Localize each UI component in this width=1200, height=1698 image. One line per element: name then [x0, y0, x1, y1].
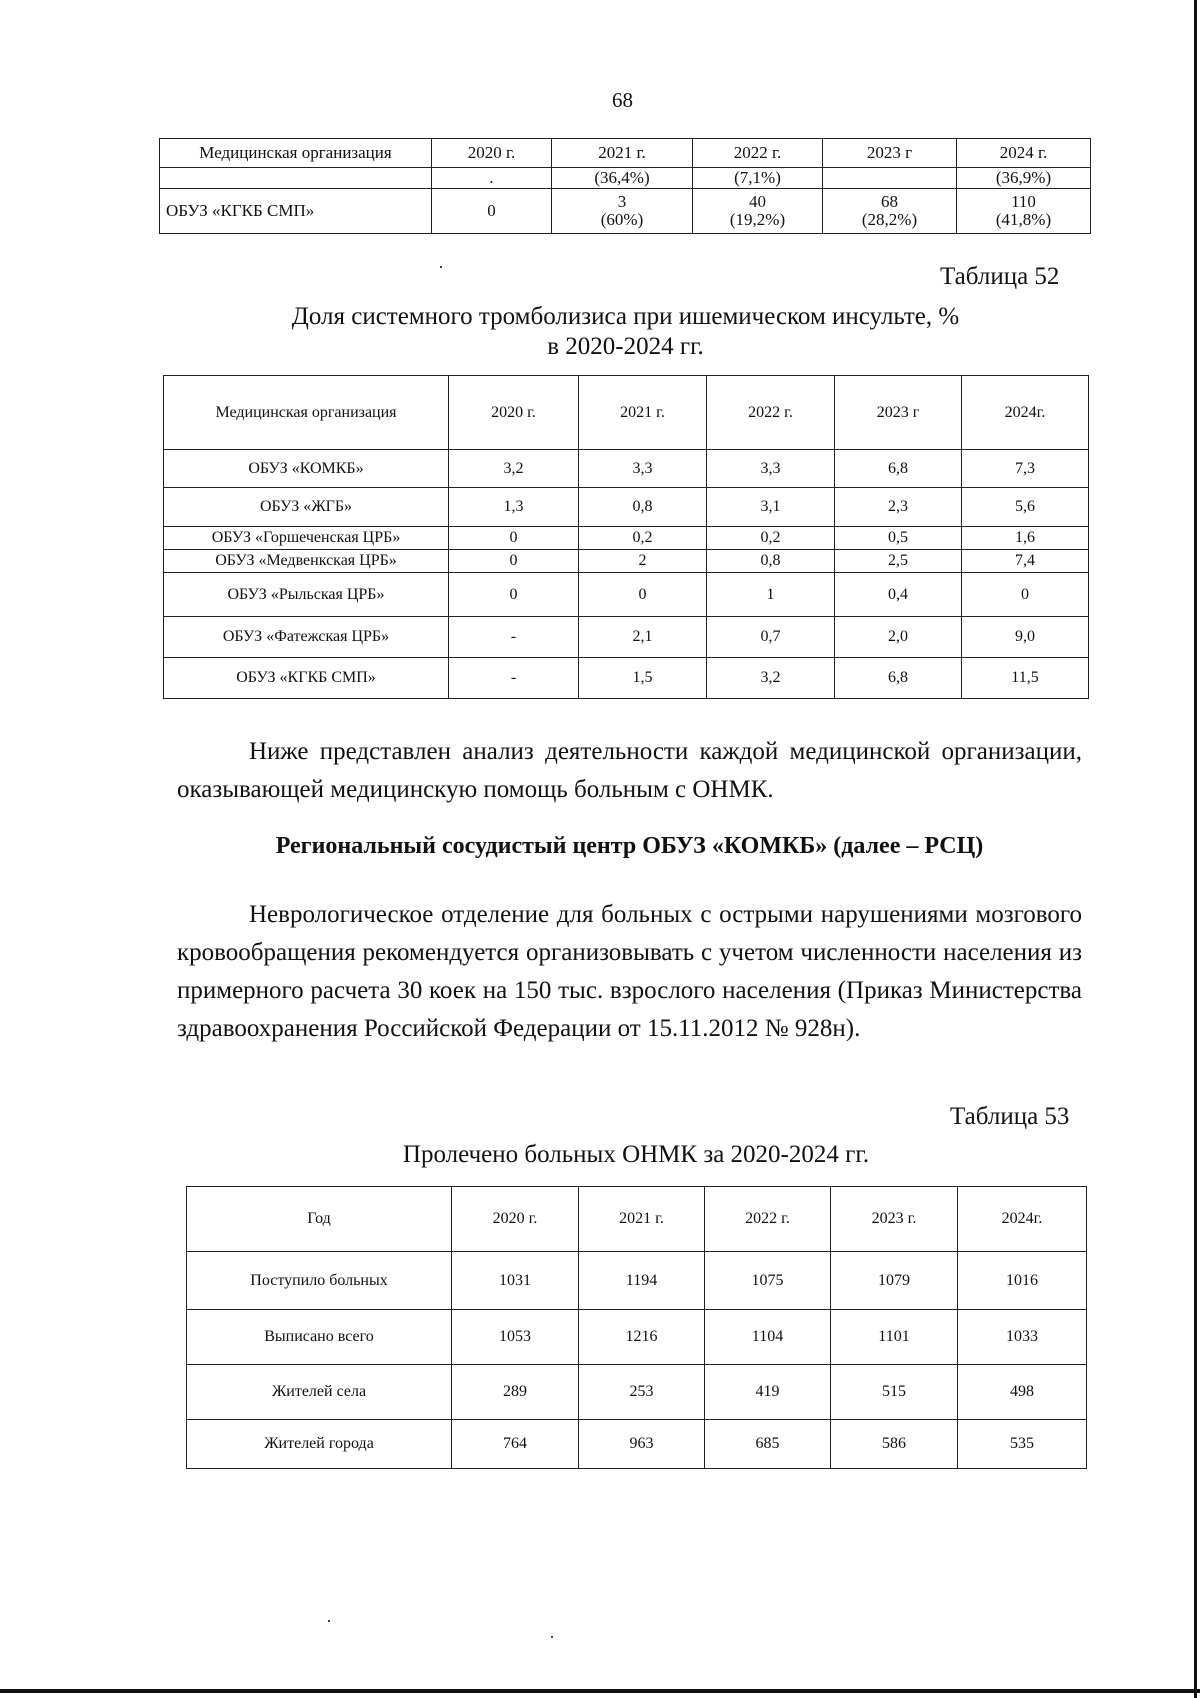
table-cell: - [449, 658, 579, 699]
percent: (60%) [600, 210, 644, 229]
table-52-label: Таблица 52 [940, 263, 1060, 290]
table-cell: 1101 [831, 1310, 958, 1365]
value: 3 [617, 192, 627, 211]
table-row [164, 450, 1089, 488]
table-cell: 6,8 [835, 658, 962, 699]
table-cell: - [449, 617, 579, 658]
table-cell: 498 [958, 1365, 1087, 1420]
table-52 [163, 375, 1089, 699]
table-cell: 289 [452, 1365, 579, 1420]
table-cell: 7,3 [962, 450, 1089, 488]
table-cell: 1075 [705, 1252, 831, 1310]
table-continuation [159, 138, 1091, 234]
scan-edge-bottom [0, 1689, 1200, 1693]
table-cell: 0,5 [835, 527, 962, 550]
table-cell: 764 [452, 1420, 579, 1469]
table-cell [693, 189, 823, 234]
table-cell: 2,0 [835, 617, 962, 658]
table-cell [823, 168, 957, 189]
header-cell: 2023 г [835, 376, 962, 450]
table-row [160, 168, 1091, 189]
table-row [164, 488, 1089, 527]
table-cell: (36,9%) [957, 168, 1091, 189]
table-header-row [164, 376, 1089, 450]
value: 40 [749, 192, 766, 211]
table-cell: 0 [449, 550, 579, 573]
table-53-label: Таблица 53 [950, 1103, 1070, 1130]
table-cell: 419 [705, 1365, 831, 1420]
table-cell: 0,7 [707, 617, 835, 658]
table-row [187, 1420, 1087, 1469]
table-cell: 1,5 [579, 658, 707, 699]
title-line: в 2020-2024 гг. [547, 333, 704, 360]
row-label: Выписано всего [187, 1310, 452, 1365]
header-cell: Год [187, 1187, 452, 1252]
table-cell: 5,6 [962, 488, 1089, 527]
table-row [187, 1252, 1087, 1310]
table-cell: 0,8 [707, 550, 835, 573]
title-line: Доля системного тромболизиса при ишемическом инсульте, % [291, 303, 960, 330]
table-cell: 0 [432, 189, 552, 234]
table-cell: 535 [958, 1420, 1087, 1469]
table-cell: 1194 [579, 1252, 705, 1310]
header-cell: 2023 г [823, 139, 957, 168]
table-cell: . [432, 168, 552, 189]
table-cell: 3,1 [707, 488, 835, 527]
header-cell: 2024г. [962, 376, 1089, 450]
table-row [164, 617, 1089, 658]
header-cell: 2020 г. [432, 139, 552, 168]
table-cell: 7,4 [962, 550, 1089, 573]
header-cell: 2024 г. [957, 139, 1091, 168]
org-cell: ОБУЗ «Горшеченская ЦРБ» [164, 527, 449, 550]
scan-speck [328, 1620, 330, 1622]
table-cell [160, 168, 432, 189]
table-header-row [187, 1187, 1087, 1252]
paragraph-neurology: Неврологическое отделение для больных с острыми нарушениями мозгового кровообращения рекомендуется организовывать с учетом численности населения из примерного расчета 30 коек на 150 тыс. взрослого населения (Приказ Министерства здравоохранения Российской Федерации от 15.11.2012 № 928н). [177, 901, 1082, 1042]
header-cell: 2022 г. [693, 139, 823, 168]
table-row [160, 189, 1091, 234]
table-cell: 2,3 [835, 488, 962, 527]
table-cell: 0,2 [707, 527, 835, 550]
percent: (28,2%) [861, 210, 918, 229]
table-cell: 1033 [958, 1310, 1087, 1365]
table-cell: 0 [449, 527, 579, 550]
org-cell: ОБУЗ «КОМКБ» [164, 450, 449, 488]
scan-edge-right [1194, 0, 1197, 1698]
org-cell: ОБУЗ «Рыльская ЦРБ» [164, 573, 449, 617]
table-header-row [160, 139, 1091, 168]
header-cell: 2024г. [958, 1187, 1087, 1252]
table-cell: 0,8 [579, 488, 707, 527]
table-cell: 1,6 [962, 527, 1089, 550]
table-cell: 1104 [705, 1310, 831, 1365]
header-cell: 2020 г. [452, 1187, 579, 1252]
org-cell: ОБУЗ «Фатежская ЦРБ» [164, 617, 449, 658]
table-cell: 11,5 [962, 658, 1089, 699]
table-cell: 963 [579, 1420, 705, 1469]
value: 110 [1011, 192, 1036, 211]
table-cell: 2,1 [579, 617, 707, 658]
header-cell: Медицинская организация [164, 376, 449, 450]
table-cell: 515 [831, 1365, 958, 1420]
table-53 [186, 1186, 1087, 1469]
table-cell: 3,2 [707, 658, 835, 699]
table-cell: 0 [962, 573, 1089, 617]
value: 68 [881, 192, 898, 211]
row-label: Жителей села [187, 1365, 452, 1420]
header-cell: 2022 г. [705, 1187, 831, 1252]
header-cell: 2021 г. [579, 1187, 705, 1252]
table-cell: 685 [705, 1420, 831, 1469]
page-number: 68 [612, 88, 633, 112]
table-53-title: Пролечено больных ОНМК за 2020-2024 гг. [402, 1141, 870, 1168]
table-cell [552, 189, 693, 234]
table-cell: 586 [831, 1420, 958, 1469]
table-cell: 1216 [579, 1310, 705, 1365]
table-cell: 0 [579, 573, 707, 617]
header-cell: 2021 г. [579, 376, 707, 450]
table-cell: 1031 [452, 1252, 579, 1310]
table-row [187, 1310, 1087, 1365]
table-cell: 0,4 [835, 573, 962, 617]
table-cell: 6,8 [835, 450, 962, 488]
table-cell: 3,3 [579, 450, 707, 488]
table-row [164, 658, 1089, 699]
header-cell: 2023 г. [831, 1187, 958, 1252]
table-cell: 9,0 [962, 617, 1089, 658]
header-cell: 2021 г. [552, 139, 693, 168]
scan-speck [551, 1636, 553, 1638]
percent: (19,2%) [729, 210, 786, 229]
table-cell: 1053 [452, 1310, 579, 1365]
org-cell: ОБУЗ «КГКБ СМП» [160, 189, 432, 234]
table-row [164, 550, 1089, 573]
table-row [187, 1365, 1087, 1420]
percent: (41,8%) [995, 210, 1052, 229]
table-cell: 253 [579, 1365, 705, 1420]
header-cell: 2020 г. [449, 376, 579, 450]
header-cell: Медицинская организация [160, 139, 432, 168]
table-cell: (36,4%) [552, 168, 693, 189]
section-heading: Региональный сосудистый центр ОБУЗ «КОМКБ» (далее – РСЦ) [275, 833, 984, 859]
table-cell: 0 [449, 573, 579, 617]
table-cell [823, 189, 957, 234]
row-label: Жителей города [187, 1420, 452, 1469]
table-cell: 2,5 [835, 550, 962, 573]
paragraph-intro: Ниже представлен анализ деятельности каждой медицинской организации, оказывающей медицинскую помощь больным с ОНМК. [177, 738, 1082, 803]
table-cell: (7,1%) [693, 168, 823, 189]
table-row [164, 527, 1089, 550]
table-cell: 0,2 [579, 527, 707, 550]
table-cell: 3,2 [449, 450, 579, 488]
table-cell: 1 [707, 573, 835, 617]
table-cell: 2 [579, 550, 707, 573]
table-cell: 1079 [831, 1252, 958, 1310]
table-cell: 1016 [958, 1252, 1087, 1310]
table-row [164, 573, 1089, 617]
scan-speck [440, 266, 442, 268]
org-cell: ОБУЗ «ЖГБ» [164, 488, 449, 527]
table-cell: 3,3 [707, 450, 835, 488]
header-cell: 2022 г. [707, 376, 835, 450]
org-cell: ОБУЗ «КГКБ СМП» [164, 658, 449, 699]
table-52-title [163, 302, 1088, 362]
table-cell: 1,3 [449, 488, 579, 527]
org-cell: ОБУЗ «Медвенкская ЦРБ» [164, 550, 449, 573]
table-cell [957, 189, 1091, 234]
row-label: Поступило больных [187, 1252, 452, 1310]
